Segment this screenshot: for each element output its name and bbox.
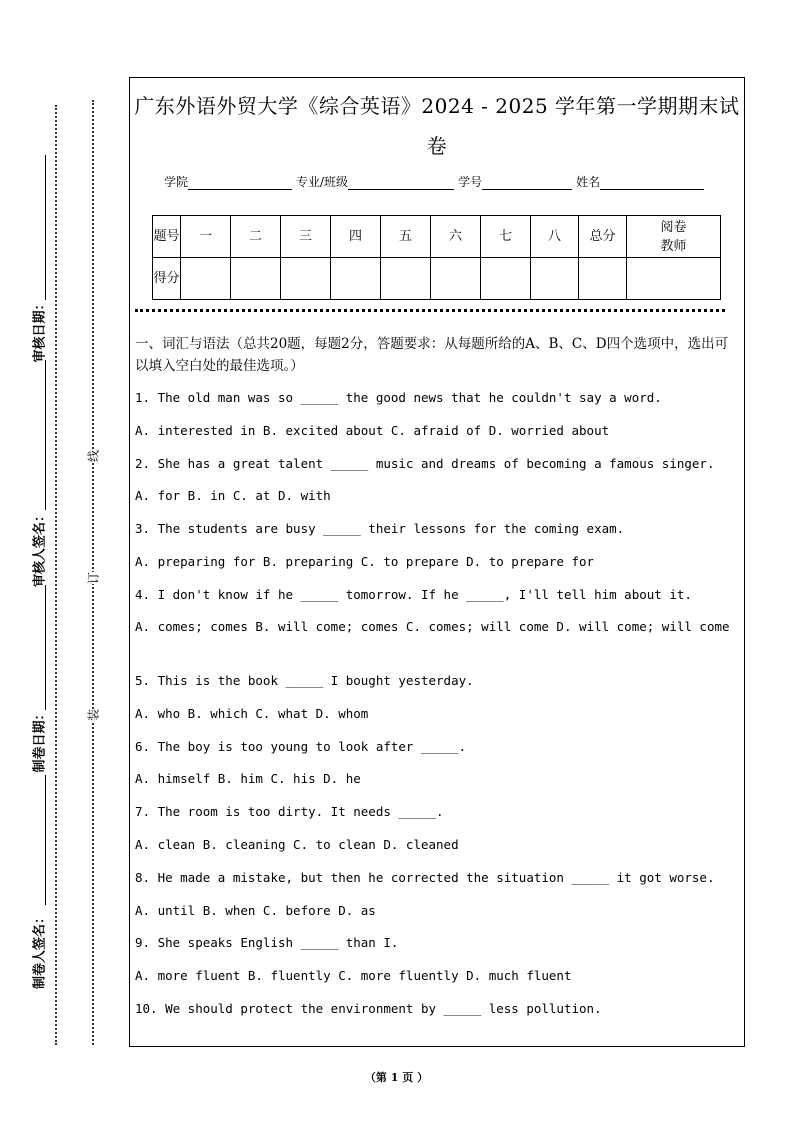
name-field[interactable] [600,175,704,190]
maker-sign-label: 制卷人签名： [32,910,48,990]
question-line: 1. The old man was so _____ the good news that he couldn't say a word. [135,390,662,405]
options-line: A. who B. which C. what D. whom [135,706,369,721]
options-line: A. interested in B. excited about C. afraid of D. worried about [135,423,610,438]
options-line: A. preparing for B. preparing C. to prepare D. to prepare for [135,554,595,569]
options-line: A. until B. when C. before D. as [135,903,376,918]
review-date-label: 审核日期： [32,297,48,363]
binding-char-bind: 订 [83,572,104,584]
binding-dotted-line-outer [55,105,57,1045]
score-cell[interactable] [431,258,481,300]
question-line: 9. She speaks English _____ than I. [135,935,399,950]
dotted-separator [135,309,725,312]
score-cell[interactable] [331,258,381,300]
maker-sign-line[interactable] [45,775,46,905]
major-label: 专业/班级 [296,175,349,189]
score-table-header-label: 题号 [153,216,181,258]
score-cell[interactable] [381,258,431,300]
question-line: 2. She has a great talent _____ music and dreams of becoming a famous singer. [135,456,715,471]
exam-title: 广东外语外贸大学《综合英语》2024 - 2025 学年第一学期期末试卷 [134,94,740,158]
score-cell[interactable] [579,258,627,300]
options-line: A. more fluent B. fluently C. more fluently D. much fluent [135,968,572,983]
name-label: 姓名 [576,175,601,189]
score-col-grader: 阅卷教师 [627,216,721,258]
question-line: 3. The students are busy _____ their lessons for the coming exam. [135,521,625,536]
score-col-8: 八 [531,216,579,258]
question-line: 6. The boy is too young to look after _____. [135,739,467,754]
student-info-row [164,173,708,190]
question-line: 7. The room is too dirty. It needs _____. [135,804,444,819]
options-line: A. clean B. cleaning C. to clean D. cleaned [135,837,459,852]
make-date-line[interactable] [45,585,46,710]
page-number: （第 1 页 ） [364,1071,429,1084]
score-cell[interactable] [531,258,579,300]
score-col-3: 三 [281,216,331,258]
college-label: 学院 [164,175,189,189]
score-cell[interactable] [281,258,331,300]
score-col-5: 五 [381,216,431,258]
binding-char-seal: 装 [83,709,104,721]
score-col-2: 二 [231,216,281,258]
score-row-label: 得分 [153,258,181,300]
college-field[interactable] [188,175,292,190]
score-col-1: 一 [181,216,231,258]
reviewer-sign-line[interactable] [45,360,46,510]
score-cell[interactable] [181,258,231,300]
make-date-label: 制卷日期： [32,707,48,773]
student-id-field[interactable] [482,175,572,190]
binding-char-line: 线 [83,450,104,462]
question-line: 10. We should protect the environment by _____ less pollution. [135,1001,602,1016]
score-col-4: 四 [331,216,381,258]
question-line: 8. He made a mistake, but then he corrected the situation _____ it got worse. [135,870,715,885]
options-line: A. himself B. him C. his D. he [135,771,361,786]
question-line: 5. This is the book _____ I bought yesterday. [135,673,474,688]
review-date-line[interactable] [45,155,46,300]
score-table [152,215,721,300]
score-cell[interactable] [481,258,531,300]
score-col-6: 六 [431,216,481,258]
major-field[interactable] [348,175,454,190]
options-line: A. comes; comes B. will come; comes C. comes; will come D. will come; will come [135,619,730,634]
options-line: A. for B. in C. at D. with [135,488,331,503]
score-col-7: 七 [481,216,531,258]
score-cell[interactable] [231,258,281,300]
reviewer-sign-label: 审核人签名： [32,508,48,588]
score-col-total: 总分 [579,216,627,258]
section-1-heading: 一、词汇与语法（总共20题，每题2分，答题要求：从每题所给的A、B、C、D四个选项中，选出可以填入空白处的最佳选项。） [135,336,729,374]
question-line: 4. I don't know if he _____ tomorrow. If he _____, I'll tell him about it. [135,587,692,602]
student-id-label: 学号 [458,175,483,189]
score-cell[interactable] [627,258,721,300]
